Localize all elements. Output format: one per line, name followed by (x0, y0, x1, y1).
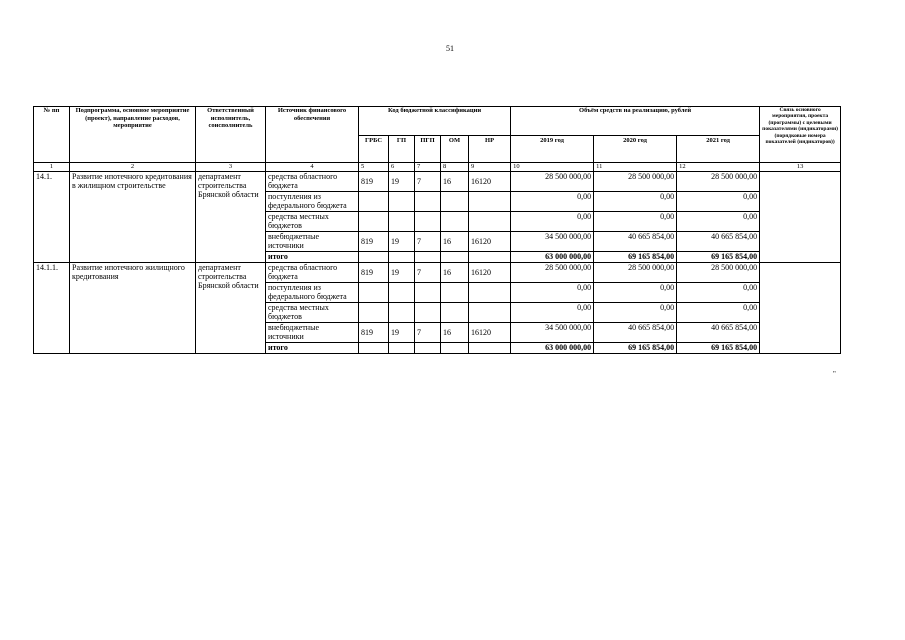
code-empty (389, 252, 415, 263)
column-number: 8 (441, 163, 469, 172)
code-om (441, 283, 469, 303)
amount-2019: 28 500 000,00 (511, 263, 594, 283)
code-pgp: 7 (415, 232, 441, 252)
amount-2021: 0,00 (677, 192, 760, 212)
column-number: 9 (469, 163, 511, 172)
item-number: 14.1. (34, 172, 70, 263)
funding-source: средства областного бюджета (266, 263, 359, 283)
code-nr: 16120 (469, 232, 511, 252)
code-om: 16 (441, 232, 469, 252)
header-no: № пп (34, 107, 70, 163)
amount-2019: 34 500 000,00 (511, 323, 594, 343)
program-name: Развитие ипотечного кредитования в жилищном строительстве (70, 172, 196, 263)
budget-table (33, 106, 841, 354)
header-gp: ГП (389, 136, 415, 163)
code-gp (389, 212, 415, 232)
code-nr (469, 212, 511, 232)
code-empty (389, 343, 415, 354)
code-empty (469, 252, 511, 263)
code-nr: 16120 (469, 172, 511, 192)
funding-source: внебюджетные источники (266, 323, 359, 343)
amount-2021: 28 500 000,00 (677, 263, 760, 283)
amount-2019: 0,00 (511, 192, 594, 212)
amount-2021: 0,00 (677, 303, 760, 323)
code-pgp (415, 192, 441, 212)
amount-2020: 0,00 (594, 283, 677, 303)
responsible-executor: департамент строительства Брянской области (196, 172, 266, 263)
header-program: Подпрограмма, основное мероприятие (проект), направление расходов, мероприятие (70, 107, 196, 163)
code-om: 16 (441, 323, 469, 343)
item-number: 14.1.1. (34, 263, 70, 354)
code-grbs: 819 (359, 232, 389, 252)
indicator-links (760, 172, 841, 263)
amount-2021: 0,00 (677, 212, 760, 232)
header-volume: Объём средств на реализацию, рублей (511, 107, 760, 136)
amount-2020: 0,00 (594, 192, 677, 212)
code-grbs: 819 (359, 323, 389, 343)
header-responsible: Ответственный исполнитель, соисполнитель (196, 107, 266, 163)
code-grbs (359, 212, 389, 232)
amount-2021: 0,00 (677, 283, 760, 303)
program-name: Развитие ипотечного жилищного кредитования (70, 263, 196, 354)
column-number: 13 (760, 163, 841, 172)
header-pgp: ПГП (415, 136, 441, 163)
column-number: 6 (389, 163, 415, 172)
code-gp: 19 (389, 263, 415, 283)
amount-2020: 28 500 000,00 (594, 263, 677, 283)
column-number: 10 (511, 163, 594, 172)
table-row (34, 263, 841, 283)
code-grbs (359, 192, 389, 212)
column-number: 5 (359, 163, 389, 172)
column-number: 12 (677, 163, 760, 172)
column-number-row (34, 163, 841, 172)
code-gp: 19 (389, 172, 415, 192)
funding-source: средства областного бюджета (266, 172, 359, 192)
column-number: 1 (34, 163, 70, 172)
code-om (441, 212, 469, 232)
header-year-2020: 2020 год (594, 136, 677, 163)
header-links: Связь основного мероприятия, проекта (программы) с целевыми показателями (индикаторами) (порядковые номера показателей (индикаторов)) (760, 107, 841, 163)
code-gp: 19 (389, 323, 415, 343)
code-gp (389, 303, 415, 323)
funding-source: поступления из федерального бюджета (266, 283, 359, 303)
code-empty (469, 343, 511, 354)
code-empty (441, 252, 469, 263)
amount-2020: 40 665 854,00 (594, 232, 677, 252)
code-pgp (415, 283, 441, 303)
amount-2020: 40 665 854,00 (594, 323, 677, 343)
column-number: 11 (594, 163, 677, 172)
code-om: 16 (441, 172, 469, 192)
total-2021: 69 165 854,00 (677, 252, 760, 263)
total-2020: 69 165 854,00 (594, 252, 677, 263)
code-empty (359, 252, 389, 263)
code-om (441, 192, 469, 212)
code-pgp (415, 212, 441, 232)
code-pgp: 7 (415, 263, 441, 283)
funding-source: внебюджетные источники (266, 232, 359, 252)
amount-2020: 0,00 (594, 303, 677, 323)
code-gp: 19 (389, 232, 415, 252)
funding-source: поступления из федерального бюджета (266, 192, 359, 212)
code-nr (469, 303, 511, 323)
code-empty (415, 252, 441, 263)
amount-2021: 28 500 000,00 (677, 172, 760, 192)
code-empty (359, 343, 389, 354)
responsible-executor: департамент строительства Брянской области (196, 263, 266, 354)
code-gp (389, 283, 415, 303)
amount-2019: 0,00 (511, 212, 594, 232)
header-year-2021: 2021 год (677, 136, 760, 163)
code-grbs (359, 303, 389, 323)
closing-quote-mark: " (833, 370, 836, 378)
total-label: итого (266, 252, 359, 263)
code-pgp: 7 (415, 323, 441, 343)
total-label: итого (266, 343, 359, 354)
code-om (441, 303, 469, 323)
header-budget-code: Код бюджетной классификации (359, 107, 511, 136)
amount-2021: 40 665 854,00 (677, 232, 760, 252)
code-grbs: 819 (359, 263, 389, 283)
total-2020: 69 165 854,00 (594, 343, 677, 354)
code-gp (389, 192, 415, 212)
code-grbs: 819 (359, 172, 389, 192)
code-empty (441, 343, 469, 354)
total-2019: 63 000 000,00 (511, 343, 594, 354)
header-nr: НР (469, 136, 511, 163)
header-year-2019: 2019 год (511, 136, 594, 163)
column-number: 4 (266, 163, 359, 172)
amount-2019: 28 500 000,00 (511, 172, 594, 192)
code-nr: 16120 (469, 263, 511, 283)
amount-2019: 0,00 (511, 303, 594, 323)
code-pgp (415, 303, 441, 323)
column-number: 3 (196, 163, 266, 172)
code-nr: 16120 (469, 323, 511, 343)
indicator-links (760, 263, 841, 354)
amount-2020: 28 500 000,00 (594, 172, 677, 192)
amount-2019: 34 500 000,00 (511, 232, 594, 252)
header-om: ОМ (441, 136, 469, 163)
amount-2020: 0,00 (594, 212, 677, 232)
funding-source: средства местных бюджетов (266, 303, 359, 323)
header-grbs: ГРБС (359, 136, 389, 163)
total-2019: 63 000 000,00 (511, 252, 594, 263)
total-2021: 69 165 854,00 (677, 343, 760, 354)
table-row (34, 172, 841, 192)
code-empty (415, 343, 441, 354)
code-om: 16 (441, 263, 469, 283)
code-grbs (359, 283, 389, 303)
column-number: 2 (70, 163, 196, 172)
code-nr (469, 192, 511, 212)
page-number: 51 (446, 44, 454, 53)
funding-source: средства местных бюджетов (266, 212, 359, 232)
amount-2021: 40 665 854,00 (677, 323, 760, 343)
amount-2019: 0,00 (511, 283, 594, 303)
code-pgp: 7 (415, 172, 441, 192)
header-source: Источник финансового обеспечения (266, 107, 359, 163)
column-number: 7 (415, 163, 441, 172)
code-nr (469, 283, 511, 303)
